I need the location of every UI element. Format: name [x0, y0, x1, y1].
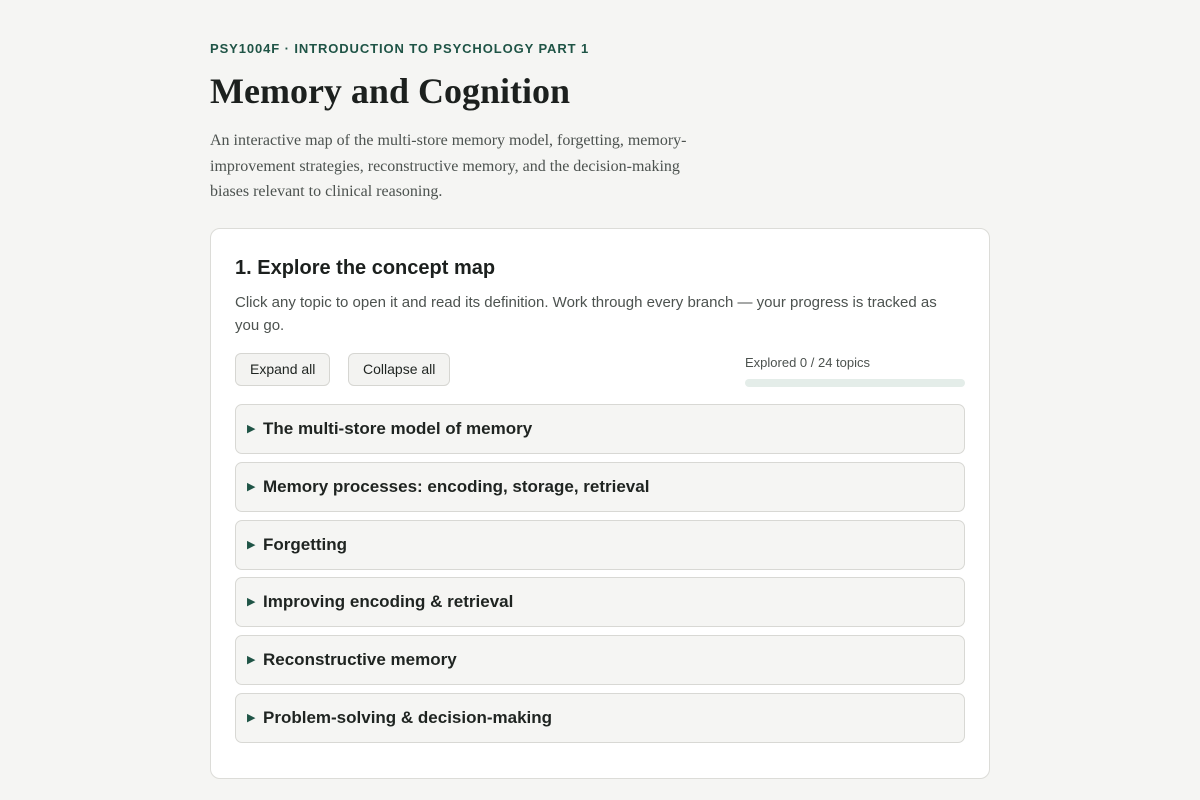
section-heading: 1. Explore the concept map: [235, 257, 496, 279]
collapse-all-button[interactable]: Collapse all: [348, 353, 450, 386]
progress-label: Explored 0 / 24 topics: [745, 355, 871, 370]
topic-forgetting[interactable]: [235, 520, 965, 570]
triangle-right-icon: ▶: [247, 596, 256, 608]
topic-label: Reconstructive memory: [263, 650, 457, 669]
page-intro: An interactive map of the multi-store memory model, forgetting, memory-improvement strategies, reconstructive memory, and the decision-making biases relevant to clinical reasoning.: [210, 132, 687, 200]
topic-label: Memory processes: encoding, storage, retrieval: [263, 477, 650, 496]
triangle-right-icon: ▶: [247, 654, 256, 666]
course-eyebrow: PSY1004F · INTRODUCTION TO PSYCHOLOGY PART 1: [210, 41, 590, 56]
topic-problem-solving[interactable]: [235, 693, 965, 743]
topic-label: Problem-solving & decision-making: [263, 708, 553, 727]
section-description: Click any topic to open it and read its definition. Work through every branch — your progress is tracked as you go.: [235, 294, 937, 334]
triangle-right-icon: ▶: [247, 481, 256, 493]
topic-reconstructive-memory[interactable]: [235, 635, 965, 685]
expand-all-button[interactable]: Expand all: [235, 353, 330, 386]
progress-bar: [745, 379, 965, 387]
triangle-right-icon: ▶: [247, 539, 256, 551]
topic-label: Forgetting: [263, 535, 348, 554]
topic-multi-store-model[interactable]: [235, 404, 965, 454]
triangle-right-icon: ▶: [247, 423, 256, 435]
concept-map-card: [210, 228, 990, 779]
topic-improving-encoding[interactable]: [235, 577, 965, 627]
page-title: Memory and Cognition: [210, 71, 570, 111]
topic-label: Improving encoding & retrieval: [263, 592, 514, 611]
topic-label: The multi-store model of memory: [263, 419, 533, 438]
topic-memory-processes[interactable]: [235, 462, 965, 512]
triangle-right-icon: ▶: [247, 712, 256, 724]
